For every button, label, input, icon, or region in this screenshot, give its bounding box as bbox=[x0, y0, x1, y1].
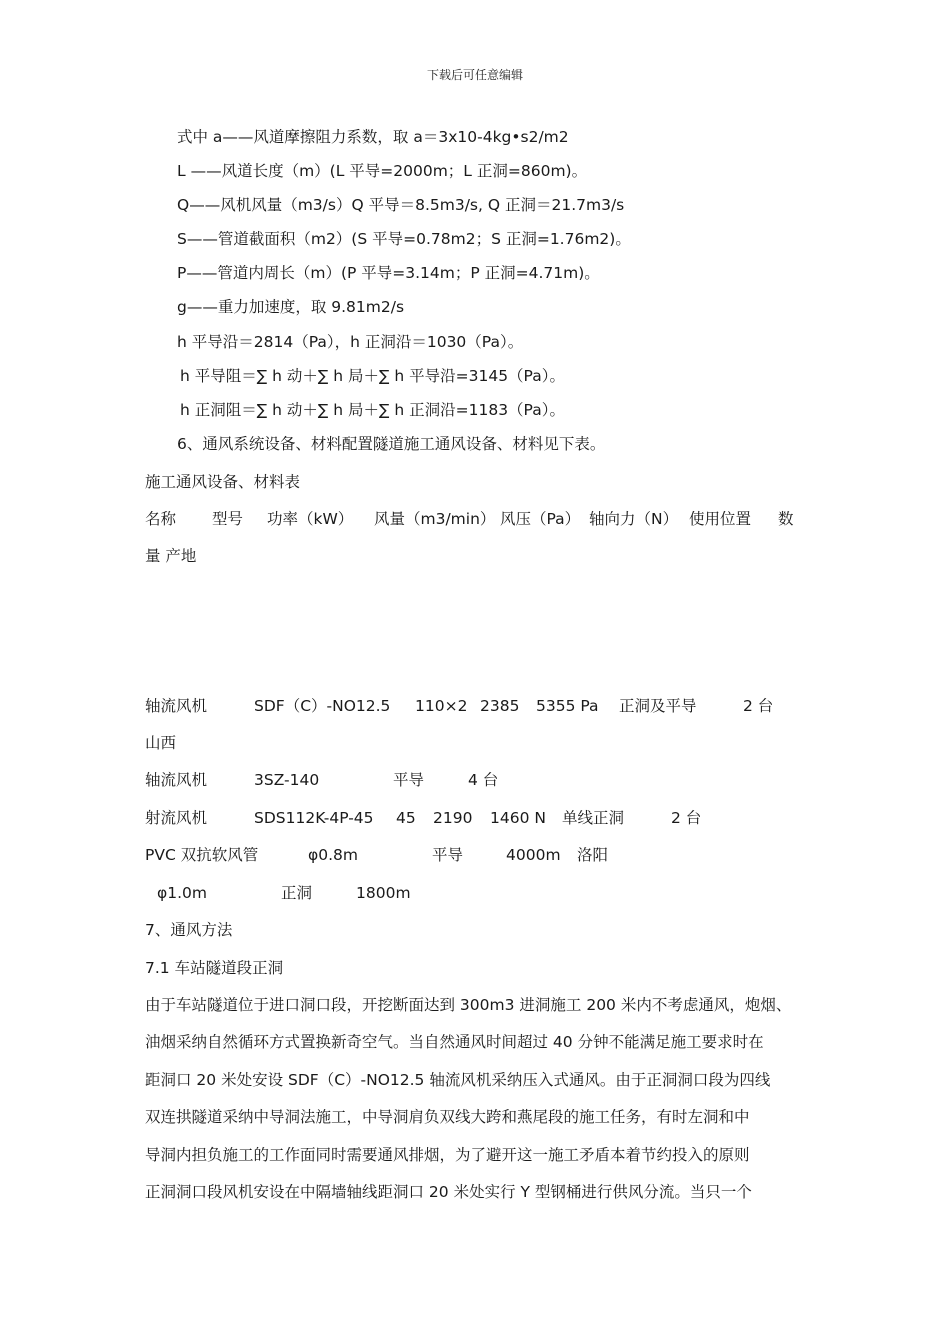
table-header-wrap: 量 产地 bbox=[145, 547, 197, 565]
body-paragraph-line: 由于车站隧道位于进口洞口段，开挖断面达到 300m3 进洞施工 200 米内不考虑通风，炮烟、 bbox=[145, 996, 792, 1014]
section-6-heading: 6、通风系统设备、材料配置隧道施工通风设备、材料见下表。 bbox=[177, 435, 606, 453]
cell-name: PVC 双抗软风管 bbox=[145, 846, 259, 864]
section-7-heading: 7、通风方法 bbox=[145, 921, 233, 939]
table-header-name: 名称 bbox=[145, 510, 177, 528]
table-header-pressure: 风压（Pa） bbox=[500, 510, 581, 528]
table-title: 施工通风设备、材料表 bbox=[145, 473, 301, 491]
table-header-model: 型号 bbox=[212, 510, 244, 528]
body-paragraph-line: 导洞内担负施工的工作面同时需要通风排烟，为了避开这一施工矛盾本着节约投入的原则 bbox=[145, 1146, 750, 1164]
table-header-quantity: 数 bbox=[778, 510, 794, 528]
cell-location: 平导 bbox=[393, 771, 425, 789]
cell-pressure: 5355 Pa bbox=[536, 697, 599, 715]
cell-length: 1800m bbox=[356, 884, 411, 902]
page-header: 下载后可任意编辑 bbox=[426, 68, 523, 82]
section-7-1-heading: 7.1 车站隧道段正洞 bbox=[145, 959, 284, 977]
cell-quantity: 2 台 bbox=[743, 697, 774, 715]
cell-name: 射流风机 bbox=[145, 809, 208, 827]
table-header-location: 使用位置 bbox=[689, 510, 752, 528]
cell-power: 45 bbox=[396, 809, 416, 827]
cell-model: 3SZ-140 bbox=[254, 771, 320, 789]
cell-location: 正洞 bbox=[281, 884, 313, 902]
body-paragraph-line: 双连拱隧道采纳中导洞法施工，中导洞肩负双线大跨和燕尾段的施工任务，有时左洞和中 bbox=[145, 1108, 750, 1126]
body-paragraph-line: 油烟采纳自然循环方式置换新奇空气。当自然通风时间超过 40 分钟不能满足施工要求时在 bbox=[145, 1033, 764, 1051]
cell-origin: 洛阳 bbox=[577, 846, 609, 864]
table-header-axial-force: 轴向力（N） bbox=[589, 510, 679, 528]
cell-airflow: 2190 bbox=[433, 809, 473, 827]
table-header-airflow: 风量（m3/min） bbox=[374, 510, 496, 528]
formula-line-h-zheng: h 正洞阻＝∑ h 动＋∑ h 局＋∑ h 正洞沿=1183（Pa）。 bbox=[180, 401, 565, 419]
body-paragraph-line: 距洞口 20 米处安设 SDF（C）-NO12.5 轴流风机采纳压入式通风。由于正洞洞口段为四线 bbox=[145, 1071, 771, 1089]
cell-quantity: 4 台 bbox=[468, 771, 499, 789]
cell-model: φ0.8m bbox=[308, 846, 358, 864]
cell-airflow: 2385 bbox=[480, 697, 520, 715]
body-paragraph-line: 正洞洞口段风机安设在中隔墙轴线距洞口 20 米处实行 Y 型钢桶进行供风分流。当只一个 bbox=[145, 1183, 752, 1201]
cell-name: 轴流风机 bbox=[145, 697, 208, 715]
formula-line-h-edge: h 平导沿＝2814（Pa），h 正洞沿＝1030（Pa）。 bbox=[177, 333, 524, 351]
formula-line-h-ping: h 平导阻＝∑ h 动＋∑ h 局＋∑ h 平导沿=3145（Pa）。 bbox=[180, 367, 565, 385]
cell-location: 平导 bbox=[432, 846, 464, 864]
formula-line-g: g——重力加速度，取 9.81m2/s bbox=[177, 298, 405, 316]
formula-line-a: 式中 a——风道摩擦阻力系数，取 a＝3x10-4kg•s2/m2 bbox=[177, 128, 569, 146]
cell-location: 正洞及平导 bbox=[619, 697, 697, 715]
cell-power: 110×2 bbox=[415, 697, 468, 715]
cell-length: 4000m bbox=[506, 846, 561, 864]
cell-model: SDS112K-4P-45 bbox=[254, 809, 374, 827]
cell-name: 轴流风机 bbox=[145, 771, 208, 789]
cell-axial-force: 1460 N bbox=[490, 809, 546, 827]
formula-line-p: P——管道内周长（m）(P 平导=3.14m；P 正洞=4.71m)。 bbox=[177, 264, 600, 282]
formula-line-s: S——管道截面积（m2）(S 平导=0.78m2；S 正洞=1.76m2)。 bbox=[177, 230, 631, 248]
cell-origin: 山西 bbox=[145, 734, 177, 752]
cell-location: 单线正洞 bbox=[562, 809, 625, 827]
cell-quantity: 2 台 bbox=[671, 809, 702, 827]
formula-line-l: L ——风道长度（m）(L 平导=2000m；L 正洞=860m)。 bbox=[177, 162, 588, 180]
cell-model: SDF（C）-NO12.5 bbox=[254, 697, 391, 715]
table-header-power: 功率（kW） bbox=[267, 510, 354, 528]
cell-model: φ1.0m bbox=[157, 884, 207, 902]
formula-line-q: Q——风机风量（m3/s）Q 平导＝8.5m3/s, Q 正洞＝21.7m3/s bbox=[177, 196, 625, 214]
